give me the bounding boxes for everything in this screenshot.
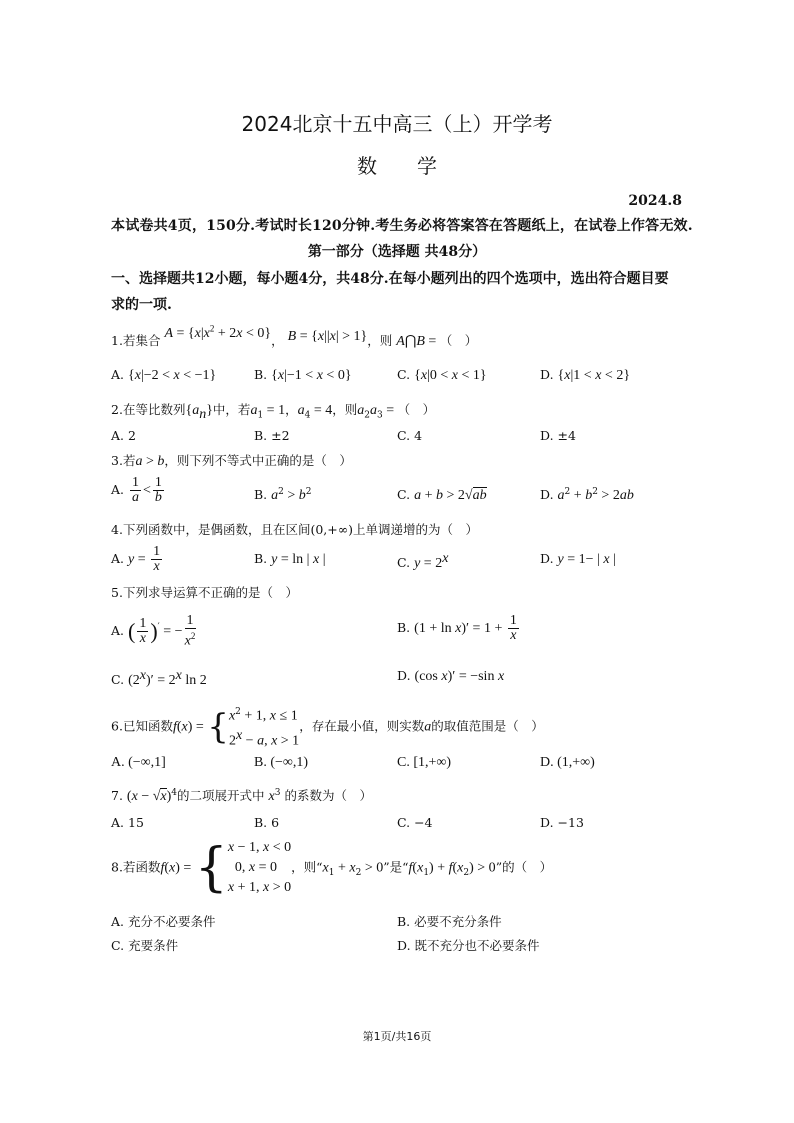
question-7-option-c: C. −4 [397, 815, 433, 830]
question-6-option-a: A. (−∞,1] [111, 755, 166, 770]
question-8-stem: 8.若函数f(x) = {x − 1, x < 0 0, x = 0 x + 1, x > 0，则“$x_1 + x_2 > 0$”是“$f(x_1) + f(x_2) > 0$”的（ ） [111, 838, 553, 898]
section-instructions-line2: 求的一项. [111, 297, 172, 313]
question-5-stem: 5.下列求导运算不正确的是（ ） [111, 585, 298, 600]
question-4-stem: 4.下列函数中，是偶函数，且在区间(0,+∞)上单调递增的为（ ） [111, 522, 479, 537]
question-5-option-d: D. (cos x)′ = −sin x [397, 668, 505, 684]
question-3-option-a: A. $\frac{1}{a}$ < $\frac{1}{b}$ [111, 475, 162, 505]
question-3-option-d: D. $a^2 + b^2 > 2ab$ [540, 487, 634, 504]
question-3-stem: 3.若a > b，则下列不等式中正确的是（ ） [111, 453, 352, 469]
question-4-option-d: D. y = 1− | x | [540, 551, 616, 567]
page-title: 2024北京十五中高三（上）开学考 [241, 112, 553, 136]
page-footer: 第1页/共16页 [362, 1030, 432, 1043]
question-8-option-b: B. 必要不充分条件 [397, 914, 502, 929]
question-7-stem: 7. $(x - √x)^4$的二项展开式中 $x^3$ 的系数为（ ） [111, 787, 372, 804]
question-8-option-a: A. 充分不必要条件 [111, 914, 216, 929]
question-5-option-c: C. $(2^x)' = 2^x$ ln 2 [111, 668, 207, 689]
question-4-option-c: C. $y = 2^x$ [397, 551, 449, 572]
question-7-option-d: D. −13 [540, 815, 584, 830]
question-1-option-a: A. {x|−2 < x < −1} [111, 367, 217, 383]
question-6-stem: 6.已知函数$f(x) = \{x^2 + 1$, x ≤ 1 $2^x - a$, x > 1，存在最小值，则实数a的取值范围是（ ） [111, 706, 544, 749]
question-1-option-b: B. {x|−1 < x < 0} [254, 367, 352, 383]
question-1-option-c: C. {x|0 < x < 1} [397, 367, 487, 383]
question-4-option-b: B. y = ln | x | [254, 551, 326, 567]
question-2-option-d: D. ±4 [540, 428, 576, 443]
question-6-option-b: B. (−∞,1) [254, 755, 309, 770]
question-8-option-d: D. 既不充分也不必要条件 [397, 938, 540, 953]
question-2-stem: 2.在等比数列$\{a_n\}$中，若$a_1 = 1$，$a_4 = 4$，则$a_2a_3$ = （ ） [111, 402, 436, 422]
question-7-option-b: B. 6 [254, 815, 280, 830]
part-heading: 第一部分（选择题 共48分） [307, 244, 487, 260]
question-6-option-d: D. (1,+∞) [540, 755, 595, 770]
exam-date: 2024.8 [628, 193, 682, 209]
question-4-option-a: A. y = $\frac{1}{x}$ [111, 544, 161, 574]
question-1-stem: 1.若集合 $A = \{x|x^2 + 2x < 0\}$， B = {x||x| > 1}，则 A⋂B = （ ） [111, 323, 478, 349]
question-6-option-c: C. [1,+∞) [397, 755, 452, 770]
question-2-option-b: B. ±2 [254, 428, 290, 443]
question-2-option-a: A. 2 [111, 428, 136, 443]
question-7-option-a: A. 15 [111, 815, 144, 830]
question-5-option-a: A. ( $\frac{1}{x}$ )′ = − $\frac{1}{x^2}$ [111, 613, 196, 649]
question-8-option-c: C. 充要条件 [111, 938, 179, 953]
section-instructions-line1: 一、选择题共12小题，每小题4分，共48分.在每小题列出的四个选项中，选出符合题目要 [111, 271, 669, 287]
question-5-option-b: B. (1 + ln x)′ = 1 + $\frac{1}{x}$ [397, 613, 517, 643]
question-3-option-c: C. a + b > 2√ab [397, 487, 487, 503]
question-2-option-c: C. 4 [397, 428, 423, 443]
question-1-option-d: D. {x|1 < x < 2} [540, 367, 631, 383]
exam-notice: 本试卷共4页，150分.考试时长120分钟.考生务必将答案答在答题纸上，在试卷上作答无效. [111, 218, 693, 234]
subject-title: 数学 [357, 154, 477, 178]
question-3-option-b: B. $a^2 > b^2$ [254, 487, 312, 504]
